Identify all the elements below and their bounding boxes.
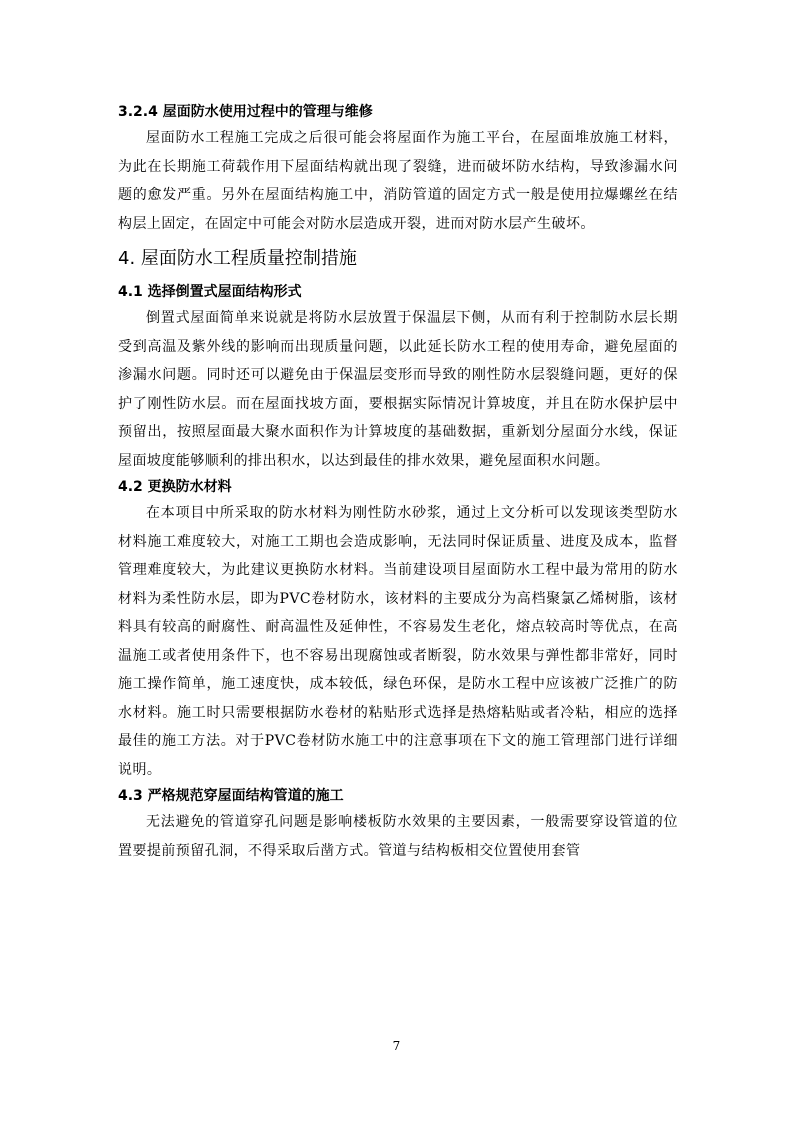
section-3-2-4-heading: 3.2.4 屋面防水使用过程中的管理与维修 [118, 104, 373, 120]
section-3-2-4-paragraph: 屋面防水工程施工完成之后很可能会将屋面作为施工平台，在屋面堆放施工材料，为此在长期施工荷载作用下屋面结构就出现了裂缝，进而破坏防水结构，导致渗漏水问题的愈发严重。另外在屋面结构施工中，消防管道的固定方式一般是使用拉爆螺丝在结构层上固定，在固定中可能会对防水层造成开裂，进而对防水层产生破坏。 [118, 130, 678, 232]
section-4-3-heading: 4.3 严格规范穿屋面结构管道的施工 [118, 788, 344, 804]
page-content [118, 100, 678, 865]
section-4-1-heading: 4.1 选择倒置式屋面结构形式 [118, 284, 302, 300]
section-4-2-paragraph: 在本项目中所采取的防水材料为刚性防水砂浆，通过上文分析可以发现该类型防水材料施工难度较大，对施工工期也会造成影响，无法同时保证质量、进度及成本，监督管理难度较大，为此建议更换防水材料。当前建设项目屋面防水工程中最为常用的防水材料为柔性防水层，即为PVC卷材防水，该材料的主要成分为高档聚氯乙烯树脂，该材料具有较高的耐腐性、耐高温性及延伸性，不容易发生老化，熔点较高时等优点，在高温施工或者使用条件下，也不容易出现腐蚀或者断裂，防水效果与弹性都非常好，同时施工操作简单，施工速度快，成本较低，绿色环保，是防水工程中应该被广泛推广的防水材料。施工时只需要根据防水卷材的粘贴形式选择是热熔粘贴或者冷粘，相应的选择最佳的施工方法。对于PVC卷材防水施工中的注意事项在下文的施工管理部门进行详细说明。 [118, 505, 678, 778]
page-number: 7 [392, 1039, 401, 1053]
section-4-2-heading: 4.2 更换防水材料 [118, 479, 232, 495]
section-4-3-paragraph: 无法避免的管道穿孔问题是影响楼板防水效果的主要因素，一般需要穿设管道的位置要提前预留孔洞，不得采取后凿方式。管道与结构板相交位置使用套管 [118, 814, 678, 859]
section-4-heading: 4. 屋面防水工程质量控制措施 [118, 248, 357, 269]
section-4-1-paragraph: 倒置式屋面简单来说就是将防水层放置于保温层下侧，从而有利于控制防水层长期受到高温及紫外线的影响而出现质量问题，以此延长防水工程的使用寿命，避免屋面的渗漏水问题。同时还可以避免由于保温层变形而导致的刚性防水层裂缝问题，更好的保护了刚性防水层。而在屋面找坡方面，要根据实际情况计算坡度，并且在防水保护层中预留出，按照屋面最大聚水面积作为计算坡度的基础数据，重新划分屋面分水线，保证屋面坡度能够顺利的排出积水，以达到最佳的排水效果，避免屋面积水问题。 [118, 310, 678, 469]
